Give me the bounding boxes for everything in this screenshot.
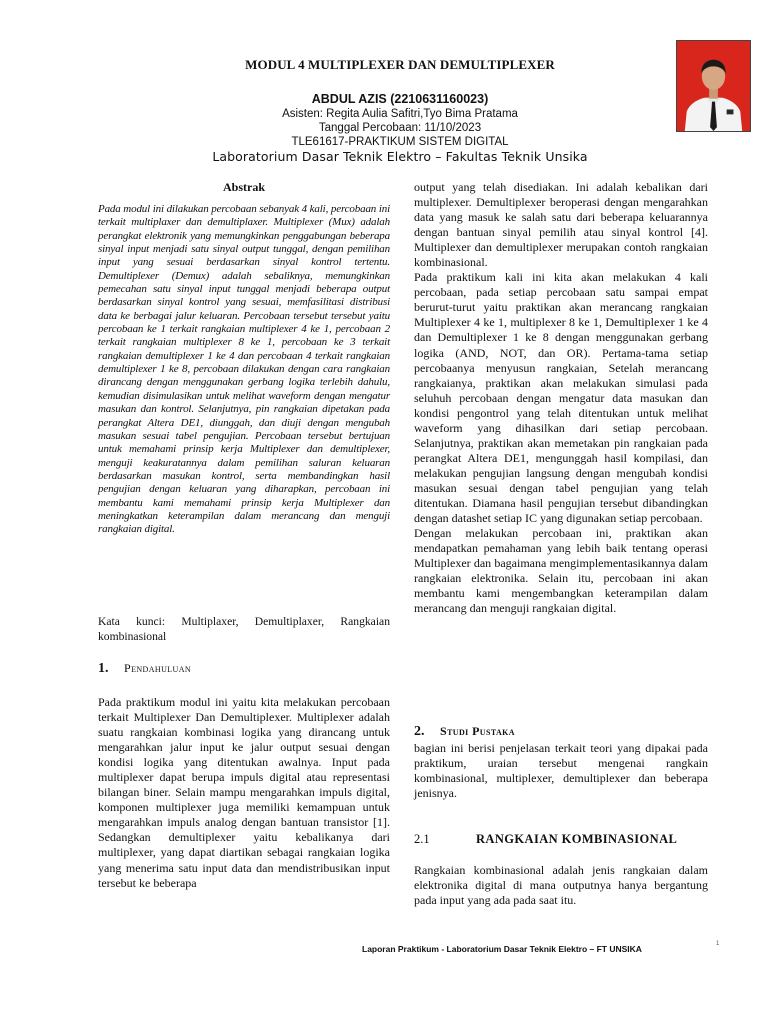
abstract-heading: Abstrak [222,180,265,194]
subsection-2-1-title: RANGKAIAN KOMBINASIONAL [476,832,678,846]
section-2-heading [414,724,515,740]
subsection-2-1-body: Rangkaian kombinasional adalah jenis rangkaian dalam elektronika digital di mana outputnya hanya bergantung pada input yang ada pada saat itu. [414,863,708,908]
section-1-heading [98,661,191,677]
keywords: Kata kunci: Multiplaxer, Demultiplaxer, Rangkaian kombinasional [98,615,390,643]
subsection-2-1-number: 2.1 [414,832,430,846]
section-1-paragraph-1-continued: output yang telah disediakan. Ini adalah kebalikan dari multiplexer. Demultiplexer beroperasi dengan mengarahkan data yang masuk ke salah satu dari beberapa keluarannya dengan bantuan sinyal pemilih atau sinyal kontrol [4]. Multiplexer dan demultiplexer merupakan contoh rangkaian kombinasional. [414,180,708,270]
author-photo [676,40,751,132]
assistants-line: Asisten: Regita Aulia Safitri,Tyo Bima Pratama [282,108,518,120]
lab-affiliation: Laboratorium Dasar Teknik Elektro – Fakultas Teknik Unsika [212,149,588,164]
page-mark: 1 [716,941,720,947]
experiment-date: Tanggal Percobaan: 11/10/2023 [318,122,482,134]
course-code: TLE61617-PRAKTIKUM SISTEM DIGITAL [291,136,509,148]
subsection-2-1-heading [414,832,708,847]
section-1-paragraph-2: Pada praktikum kali ini kita akan melakukan 4 kali percobaan, pada setiap percobaan satu sampai empat berurut-turut yaitu praktikan akan merancang rangkaian Multiplexer 4 ke 1, multiplexer 8 ke 1, Demultiplexer 1 ke 4 dan Demultiplexer 1 ke 8 dengan menggunakan gerbang logika (AND, NOT, dan OR). Pertama-tama setiap percobaanya menyusun rangkaian, Setelah merancang rangkaianya, praktikan akan melakukan simulasi pada seluhuh percobaan dengan mengatur data masukan dan kondisi pengontrol yang telah ditentukan untuk melihat waveform yang dihasilkan dari setiap percobaan. Selanjutnya, praktikan akan memetakan pin rangkaian pada perangkat Altera DE1, mengunggah hasil kompilasi, dan melakukan pengujian langsung dengan mengubah kondisi masukan sesuai dengan tabel pengujian yang telah ditentukan. Diamana hasil pengujian tersebut dibandingkan dengan datashet setiap IC yang digunakan setiap percobaan. [414,270,708,526]
page-footer: Laporan Praktikum - Laboratorium Dasar Teknik Elektro – FT UNSIKA [362,944,642,954]
section-1-number: 1. [98,661,109,676]
section-2-number: 2. [414,724,425,739]
paper-title: MODUL 4 MULTIPLEXER DAN DEMULTIPLEXER [245,57,555,72]
author-name: ABDUL AZIS (2210631160023) [311,92,489,106]
section-1-title: Pendahuluan [124,661,192,675]
section-1-body [98,695,390,891]
section-1-paragraph-3: Dengan melakukan percobaan ini, praktikan akan mendapatkan pemahaman yang lebih baik tentang operasi Multiplexer dan bagaimana mengimplementasikannya dalam rangkaian elektronika. Selain itu, percobaan ini akan membantu kami mengembangkan keterampilan dalam merancang dan menguji rangkaian digital. [414,526,708,616]
section-1-paragraph-1: Pada praktikum modul ini yaitu kita melakukan percobaan terkait Multiplexer Dan Demultiplexer. Multiplexer adalah suatu rangkaian kombinasi logika yang dirancang untuk mengarahkan jalur input ke jalur output sesuai dengan kondisi logika yang ditentukan awalnya. Input pada multiplexer dapat berupa impuls digital atau representasi bilangan biner. Selain mampu mengarahkan impuls digital, komponen multiplexer juga memiliki kemampuan untuk mengarahkan impuls analog dengan bantuan transistor [1]. Sedangkan demultiplexer yaitu kebalikanya dari multiplexer, yang dapat diartikan sebagai rangkaian logika yang menerima satu input data dan mendistribusikan input tersebut ke beberapa [98,695,390,890]
right-column-body [414,180,708,616]
section-2-body: bagian ini berisi penjelasan terkait teori yang dipakai pada praktikum, uraian tersebut mengenai rangkain kombinasional, multiplexer, demultiplexer dan beberapa jenisnya. [414,741,708,801]
section-2-title: Studi Pustaka [440,724,515,738]
abstract-text: Pada modul ini dilakukan percobaan sebanyak 4 kali, percobaan ini terkait multiplaxer dan demultiplaxer. Multiplexer (Mux) adalah perangkat elektronik yang memungkinkan penggabungan beberapa sinyal input menjadi satu sinyal output tunggal, dengan pemilihan input yang sesuai berdasarkan sinyal kontrol tertentu. Demultiplexer (Demux) adalah sebaliknya, memungkinkan pemecahan satu sinyal input tunggal menjadi beberapa output berdasarkan sinyal kontrol yang sesuai, memfasilitasi distribusi data ke berbagai jalur keluaran. Percobaan tersebut tersebut yaitu percobaan ke 1 terkait rangkaian multiplexer 4 ke 1, percobaan 2 terkait rangkaian multiplexer 8 ke 1, percobaan ke 3 terkait rangkaian demultiplexer 1 ke 4 dan percobaan 4 terkait rangkaian demultiplexer 1 ke 8, percobaan dilakukan dengan cara rangkaian dirancang dengan menggunakan gerbang logika terlebih dahulu, kemudian disimulasikan untuk melihat waveform dengan mengatur masukan dan kontrol. Selanjutnya, pin rangkaian dipetakan pada perangkat Altera DE1, diunggah, dan diuji dengan mengubah masukan sesuai tabel pengujian. Percobaan tersebut bertujuan untuk memahami prinsip kerja Multiplexer dan demultiplexer, menguji keakuratannya dalam pemilihan saluran keluaran berdasarkan masukan kontrol, serta membandingkan hasil pengujian dengan keluaran yang diharapkan, percobaan ini membantu kami memahami prinsip kerja Multiplexer dan meningkatkan keterampilan dalam merancang dan menguji rangkaian digital. [98,203,390,536]
